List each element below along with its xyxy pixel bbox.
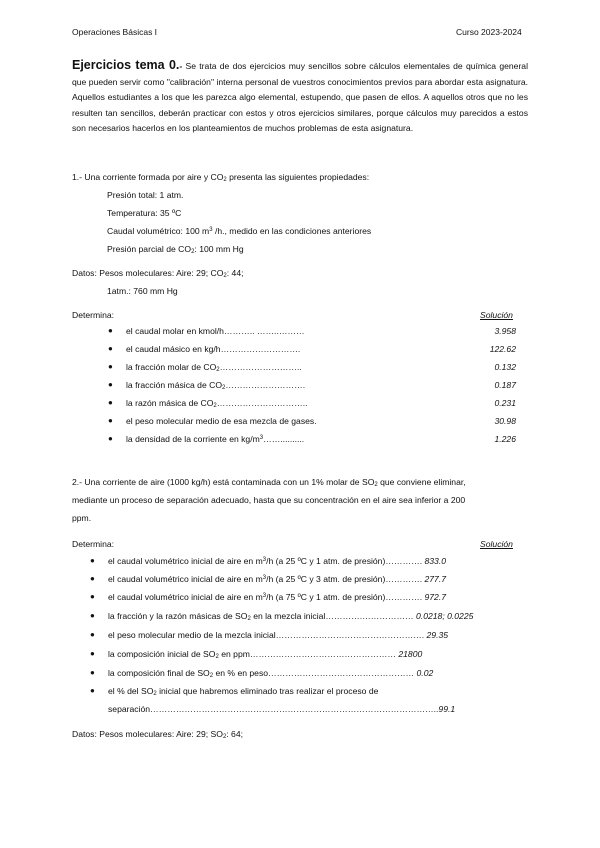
ex2-item-a: el % del SO [108,686,154,696]
ex2-item-a: el caudal volumétrico inicial de aire en m [108,556,263,566]
ex2-statement-b: que conviene eliminar, [377,477,466,487]
ex2-item [108,630,448,640]
ex1-item-value: 0.132 [494,362,516,372]
ex2-item-sup: 3 [262,575,267,581]
ex1-item-sub: 2 [216,367,220,373]
intro-paragraph [72,58,528,137]
ex2-item-sub: 2 [247,616,251,622]
intro-body: Se trata de dos ejercicios muy sencillos sobre cálculos elementales de química general que pueden servir como "calibración" interna personal de vuestros conocimientos previos para abordar esta asignatura. Aquellos estudiantes a los que les parezca algo elemental, estupendo, que pasen de ellos. A aquellos otros que no les resulten tan sencillos, deberán practicar con estos y otros ejercicios similares, porque cálculos muy parecidos a estos son necesarios hacerlos en los planteamientos de muchos problemas de esta asignatura. [72,61,528,134]
ex2-item-value: 0.0218; 0.0225 [416,611,474,621]
ex2-item-sup: 3 [262,557,267,563]
ex1-partial-a: Presión parcial de CO [107,244,192,254]
ex1-flow-a: Caudal volumétrico: 100 m [107,226,210,236]
ex2-last-line: separación……………………………………………………………………………………….. [108,704,439,714]
ex1-item-sup: 3 [259,435,264,441]
ex1-solution-label: Solución [480,310,513,320]
ex1-data-line2: 1atm.: 760 mm Hg [107,286,178,296]
ex2-item-value: 833.0 [424,556,446,566]
ex2-item-sub: 2 [153,691,157,697]
ex1-partial-b: : 100 mm Hg [194,244,244,254]
ex2-data [72,729,243,739]
ex1-statement [72,172,369,182]
ex1-item-value: 3.958 [494,326,516,336]
ex1-partial-pressure [107,244,244,254]
ex1-item [126,380,305,390]
bullet-icon: ● [90,630,95,639]
ex1-item-dots: ……………………….. [219,362,302,372]
ex2-item-b: /h (a 75 ºC y 1 atm. de presión)…………. [266,592,423,602]
bullet-icon: ● [108,380,113,389]
bullet-icon: ● [108,416,113,425]
ex2-item-value: 21800 [398,649,423,659]
ex1-flow-b: /h., medido en las condiciones anteriores [212,226,372,236]
ex2-item-value: 972.7 [424,592,446,602]
ex1-item-sub: 2 [213,403,217,409]
ex1-item-text: la fracción másica de CO [126,380,222,390]
ex2-item-b: en % en peso…………………………………………… [213,668,415,678]
intro-lead: - [179,61,183,71]
ex2-item [108,556,446,566]
ex1-statement-sub: 2 [223,177,227,183]
ex1-item-value: 0.187 [494,380,516,390]
ex1-item-value: 30.98 [494,416,516,426]
ex1-item-value: 1.226 [494,434,516,444]
ex1-item-text: la fracción molar de CO [126,362,217,372]
ex2-item-b: en la mezcla inicial………….……………… [250,611,414,621]
ex1-item-dots: ………………………….. [216,398,308,408]
ex2-item-value: 277.7 [424,574,446,584]
ex1-item [126,434,304,444]
ex2-determine: Determina: [72,539,115,549]
ex2-item [108,668,433,678]
ex2-item-sub: 2 [215,654,219,660]
ex1-item: el caudal másico en kg/h………………………. [126,344,301,354]
ex2-item-a: la composición final de SO [108,668,210,678]
bullet-icon: ● [108,326,113,335]
ex2-solution-label: Solución [480,539,513,549]
ex1-item: el caudal molar en kmol/h……….. ……..……… [126,326,305,336]
ex1-item: el peso molecular medio de esa mezcla de gases. [126,416,317,426]
ex1-item-dots: ………………………. [225,380,306,390]
ex1-item-text: la razón másica de CO [126,398,214,408]
ex2-item-b: /h (a 25 ºC y 3 atm. de presión)…………. [266,574,423,584]
ex2-data-b: : 64; [226,729,244,739]
ex2-data-a: Datos: Pesos moleculares: Aire: 29; SO [72,729,223,739]
ex2-item-a: el peso molecular medio de la mezcla inicial……………………………………………. [108,630,425,640]
ex2-statement-sub: 2 [374,482,378,488]
ex2-item-b: inicial que habremos eliminado tras realizar el proceso de [156,686,379,696]
ex2-item-value: 29.35 [426,630,449,640]
ex2-item-b: en ppm…………………………………………… [218,649,396,659]
ex2-item-a: el caudal volumétrico inicial de aire en m [108,592,263,602]
ex2-item-a: la fracción y la razón másicas de SO [108,611,248,621]
ex1-pressure: Presión total: 1 atm. [107,190,184,200]
bullet-icon: ● [90,592,95,601]
ex1-item-text: la densidad de la corriente en kg/m [126,434,260,444]
ex1-temperature: Temperatura: 35 ºC [107,208,182,218]
bullet-icon: ● [90,611,95,620]
bullet-icon: ● [90,556,95,565]
bullet-icon: ● [90,668,95,677]
ex2-last-value: 99.1 [438,704,456,714]
ex2-statement-line3: ppm. [72,513,92,523]
ex2-item [108,592,446,602]
course-name: Operaciones Básicas I [72,27,158,37]
ex2-statement-a: 2.- Una corriente de aire (1000 kg/h) está contaminada con un 1% molar de SO [72,477,375,487]
ex1-item-dots: …….......... [263,434,305,444]
ex2-data-sub: 2 [222,734,227,740]
ex2-item [108,649,422,659]
ex1-data-b: : 44; [226,268,244,278]
bullet-icon: ● [90,574,95,583]
ex1-statement-end: presenta las siguientes propiedades: [226,172,370,182]
ex2-statement-line2: mediante un proceso de separación adecuado, hasta que su concentración en el aire sea inferior a 200 [72,495,466,505]
ex2-item [108,611,473,621]
ex1-item-value: 122.62 [489,344,516,354]
ex2-item [108,574,446,584]
ex2-item-value: 0.02 [416,668,434,678]
bullet-icon: ● [108,362,113,371]
intro-title: Ejercicios tema 0. [72,58,180,72]
ex1-data-sub: 2 [223,273,227,279]
ex1-statement-text: 1.- Una corriente formada por aire y CO [72,172,224,182]
ex2-item-continuation [108,704,455,714]
course-year: Curso 2023-2024 [456,27,522,37]
bullet-icon: ● [108,344,113,353]
ex1-flow-sup: 3 [209,227,213,233]
ex1-determine: Determina: [72,310,115,320]
ex2-statement-line1 [72,477,466,487]
bullet-icon: ● [108,398,113,407]
ex2-item-sub: 2 [209,673,214,679]
ex1-item-value: 0.231 [494,398,516,408]
ex2-item-a: la composición inicial de SO [108,649,216,659]
ex1-partial-sub: 2 [191,249,195,255]
ex2-item-b: /h (a 25 ºC y 1 atm. de presión)…………. [266,556,423,566]
ex2-item-a: el caudal volumétrico inicial de aire en m [108,574,263,584]
ex1-item [126,398,307,408]
ex2-item-sup: 3 [262,593,267,599]
ex1-flow [107,226,371,236]
ex2-item [108,686,378,696]
bullet-icon: ● [90,649,95,658]
ex1-data-line1 [72,268,244,278]
ex1-item [126,362,302,372]
bullet-icon: ● [108,434,113,443]
ex1-item-sub: 2 [222,385,226,391]
bullet-icon: ● [90,686,95,695]
ex1-data-a: Datos: Pesos moleculares: Aire: 29; CO [72,268,224,278]
